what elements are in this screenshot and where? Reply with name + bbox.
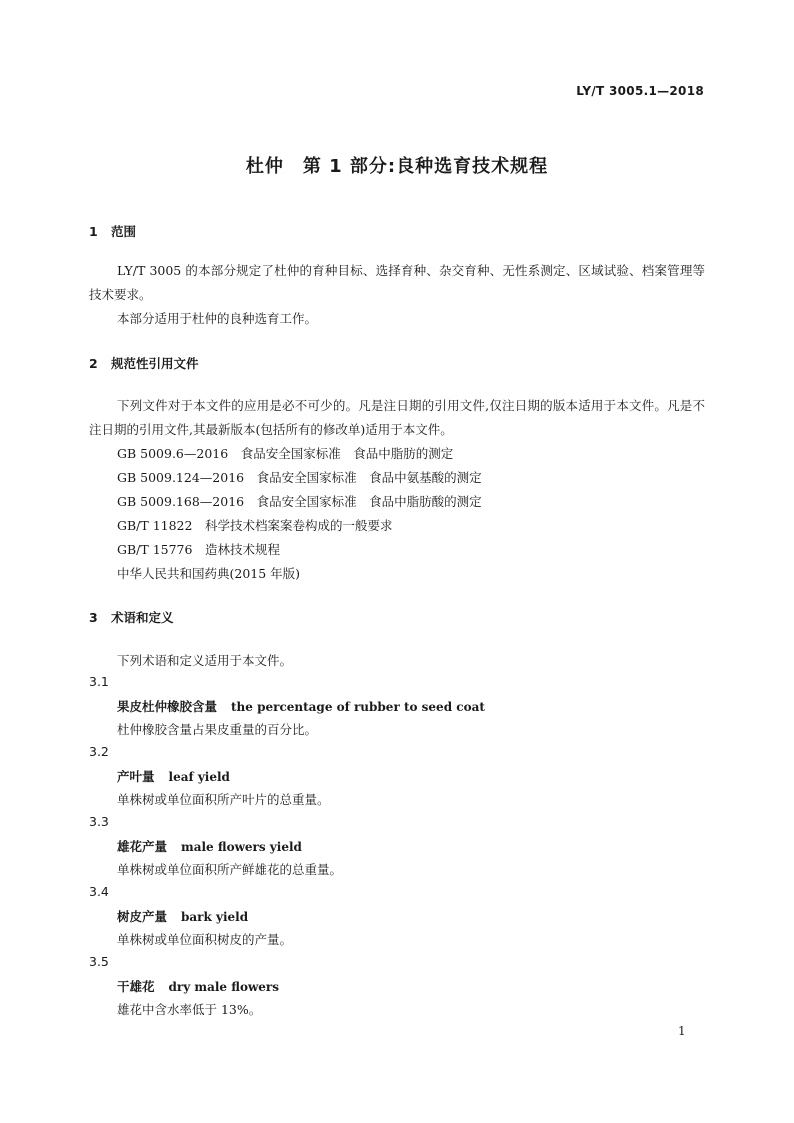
term-zh: 雄花产量 xyxy=(117,839,168,854)
page-number: 1 xyxy=(678,1024,686,1038)
section-number: 2 xyxy=(89,356,98,371)
paragraph: 下列文件对于本文件的应用是必不可少的。凡是注日期的引用文件,仅注日期的版本适用于本文件。凡是不注日期的引用文件,其最新版本(包括所有的修改单)适用于本文件。 xyxy=(89,398,705,437)
term-entry xyxy=(117,697,485,715)
reference-item: GB 5009.6—2016 食品安全国家标准 食品中脂肪的测定 xyxy=(117,446,454,461)
section-title: 术语和定义 xyxy=(111,610,174,625)
term-definition: 单株树或单位面积树皮的产量。 xyxy=(117,932,293,947)
term-en: bark yield xyxy=(181,910,249,924)
reference-item: GB/T 15776 造林技术规程 xyxy=(117,542,280,557)
term-number: 3.2 xyxy=(89,744,109,759)
term-en: the percentage of rubber to seed coat xyxy=(231,700,485,714)
term-en: leaf yield xyxy=(168,770,230,784)
section-number: 3 xyxy=(89,610,98,625)
section-heading-normative-references xyxy=(89,354,199,372)
term-zh: 干雄花 xyxy=(117,979,155,994)
term-definition: 单株树或单位面积所产叶片的总重量。 xyxy=(117,792,330,807)
section-heading-scope xyxy=(89,222,136,240)
term-zh: 产叶量 xyxy=(117,769,155,784)
reference-item: GB 5009.168—2016 食品安全国家标准 食品中脂肪酸的测定 xyxy=(117,494,482,509)
term-entry xyxy=(117,767,230,785)
section-number: 1 xyxy=(89,224,98,239)
term-number: 3.3 xyxy=(89,814,109,829)
term-entry xyxy=(117,907,248,925)
term-definition: 单株树或单位面积所产鲜雄花的总重量。 xyxy=(117,862,343,877)
term-zh: 树皮产量 xyxy=(117,909,168,924)
term-en: male flowers yield xyxy=(181,840,302,854)
term-entry xyxy=(117,977,279,995)
term-definition: 雄花中含水率低于 13%。 xyxy=(117,1002,262,1017)
reference-item: GB 5009.124—2016 食品安全国家标准 食品中氨基酸的测定 xyxy=(117,470,482,485)
term-definition: 杜仲橡胶含量占果皮重量的百分比。 xyxy=(117,722,318,737)
term-en: dry male flowers xyxy=(168,980,279,994)
document-title: 杜仲 第 1 部分:良种选育技术规程 xyxy=(245,156,549,177)
section-intro: 下列术语和定义适用于本文件。 xyxy=(117,653,293,668)
reference-item: GB/T 11822 科学技术档案案卷构成的一般要求 xyxy=(117,518,393,533)
reference-item: 中华人民共和国药典(2015 年版) xyxy=(117,566,301,581)
term-entry xyxy=(117,837,302,855)
term-number: 3.5 xyxy=(89,954,109,969)
paragraph: LY/T 3005 的本部分规定了杜仲的育种目标、选择育种、杂交育种、无性系测定、区域试验、档案管理等技术要求。 xyxy=(89,263,705,302)
section-title: 规范性引用文件 xyxy=(111,356,199,371)
paragraph: 本部分适用于杜仲的良种选育工作。 xyxy=(117,311,318,326)
section-title: 范围 xyxy=(111,224,137,239)
section-heading-terms-definitions xyxy=(89,608,174,626)
document-id: LY/T 3005.1—2018 xyxy=(576,84,704,98)
term-number: 3.1 xyxy=(89,674,109,689)
term-number: 3.4 xyxy=(89,884,109,899)
term-zh: 果皮杜仲橡胶含量 xyxy=(117,699,218,714)
